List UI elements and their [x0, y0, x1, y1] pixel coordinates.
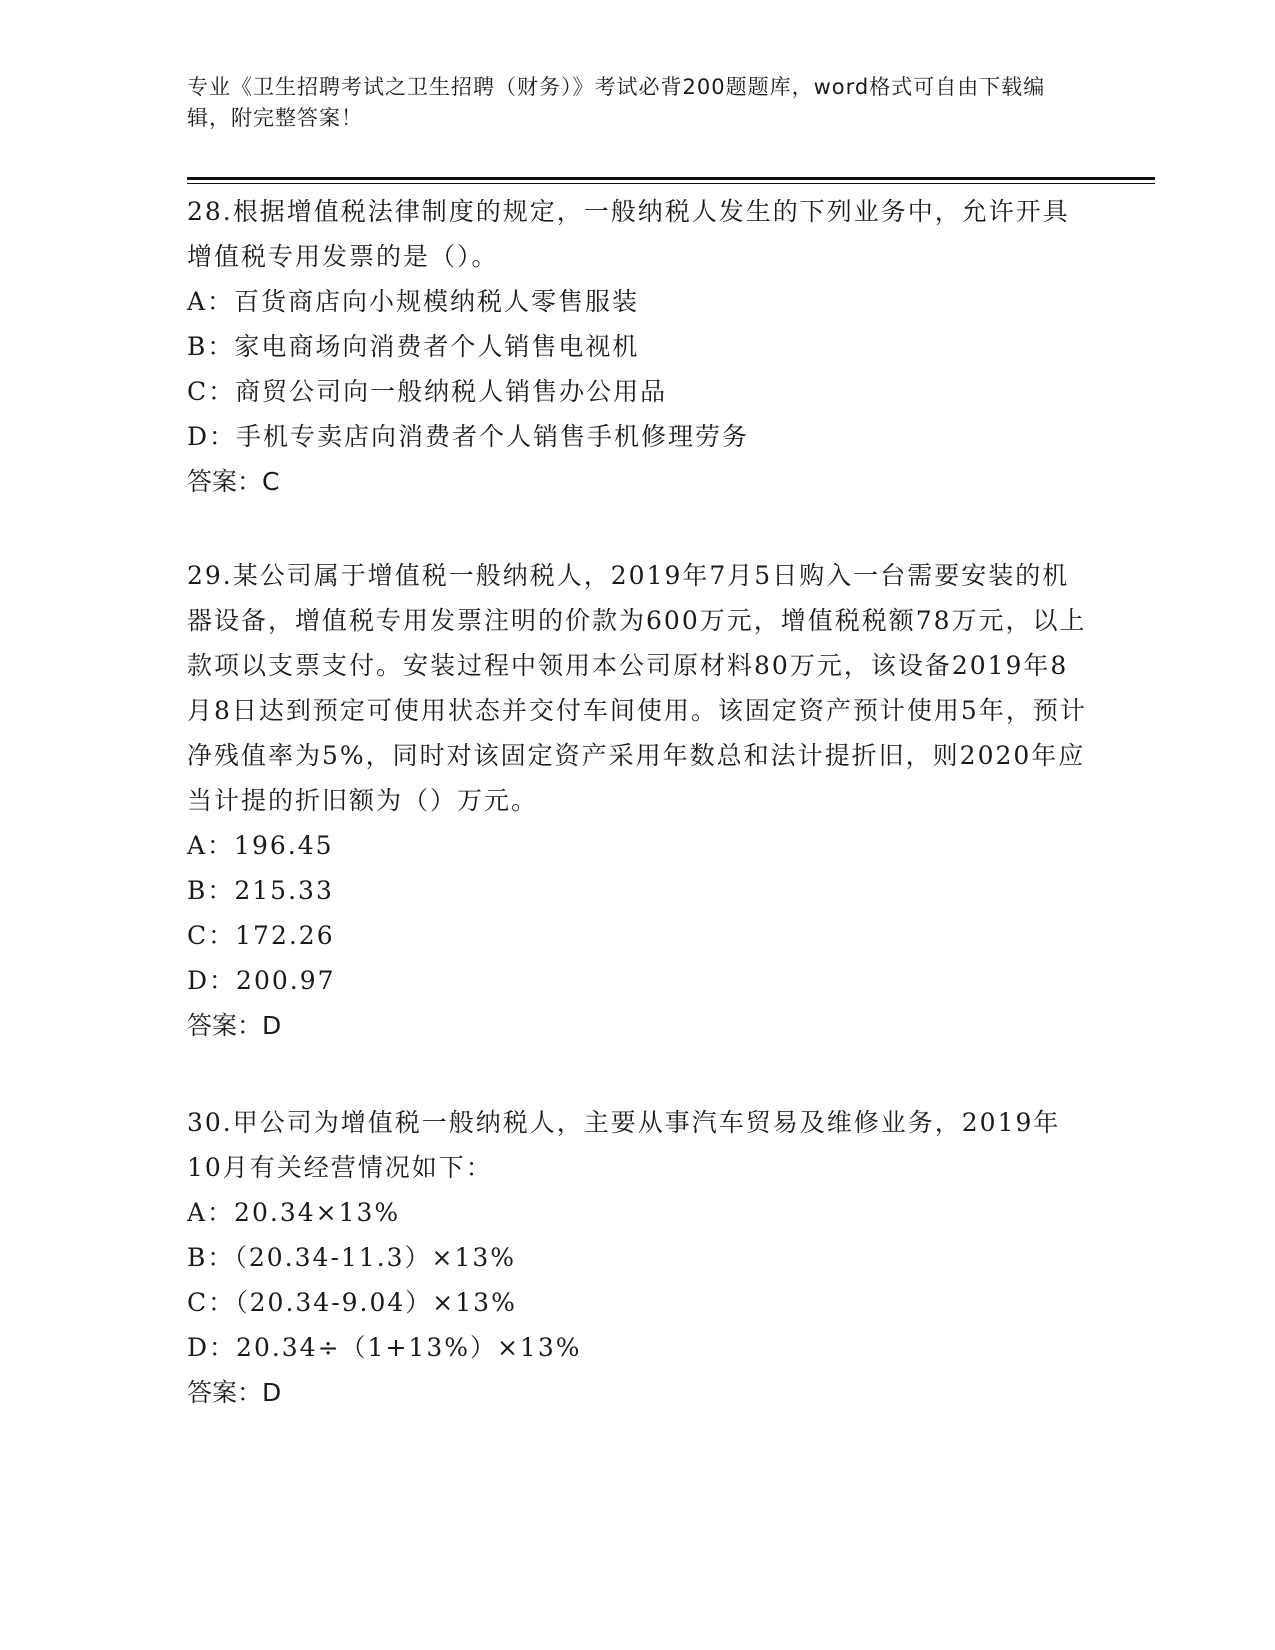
option-d: D：200.97 [187, 966, 336, 995]
answer-line: 答案：D [187, 1378, 282, 1407]
option-b: B：215.33 [187, 876, 334, 905]
option-d: D：20.34÷（1+13%）×13% [187, 1333, 582, 1362]
option-b: B：（20.34-11.3）×13% [187, 1243, 517, 1272]
question-29 [187, 553, 1087, 1048]
question-28 [187, 189, 1087, 504]
header-divider-thin [187, 183, 1155, 184]
question-stem: 28.根据增值税法律制度的规定，一般纳税人发生的下列业务中，允许开具增值税专用发票的是（）。 [187, 197, 1070, 271]
option-a: A：20.34×13% [187, 1198, 401, 1227]
option-c: C：商贸公司向一般纳税人销售办公用品 [187, 377, 668, 406]
question-30 [187, 1100, 1087, 1415]
option-c: C：（20.34-9.04）×13% [187, 1288, 517, 1317]
answer-line: 答案：C [187, 467, 280, 496]
option-a: A：196.45 [187, 831, 334, 860]
option-b: B：家电商场向消费者个人销售电视机 [187, 332, 640, 361]
question-stem: 29.某公司属于增值税一般纳税人，2019年7月5日购入一台需要安装的机器设备，增值税专用发票注明的价款为600万元，增值税税额78万元，以上款项以支票支付。安装过程中领用本公司原材料80万元，该设备2019年8月8日达到预定可使用状态并交付车间使用。该固定资产预计使用5年，预计净残值率为5%，同时对该固定资产采用年数总和法计提折旧，则2020年应当计提的折旧额为（）万元。 [187, 561, 1087, 815]
question-stem: 30.甲公司为增值税一般纳税人，主要从事汽车贸易及维修业务，2019年10月有关经营情况如下： [187, 1108, 1061, 1182]
option-a: A：百货商店向小规模纳税人零售服装 [187, 287, 640, 316]
document-header: 专业《卫生招聘考试之卫生招聘（财务）》考试必背200题题库，word格式可自由下载编辑，附完整答案！ [187, 75, 1046, 130]
header-divider-thick [187, 177, 1155, 180]
option-c: C：172.26 [187, 921, 335, 950]
option-d: D：手机专卖店向消费者个人销售手机修理劳务 [187, 422, 750, 451]
answer-line: 答案：D [187, 1011, 282, 1040]
